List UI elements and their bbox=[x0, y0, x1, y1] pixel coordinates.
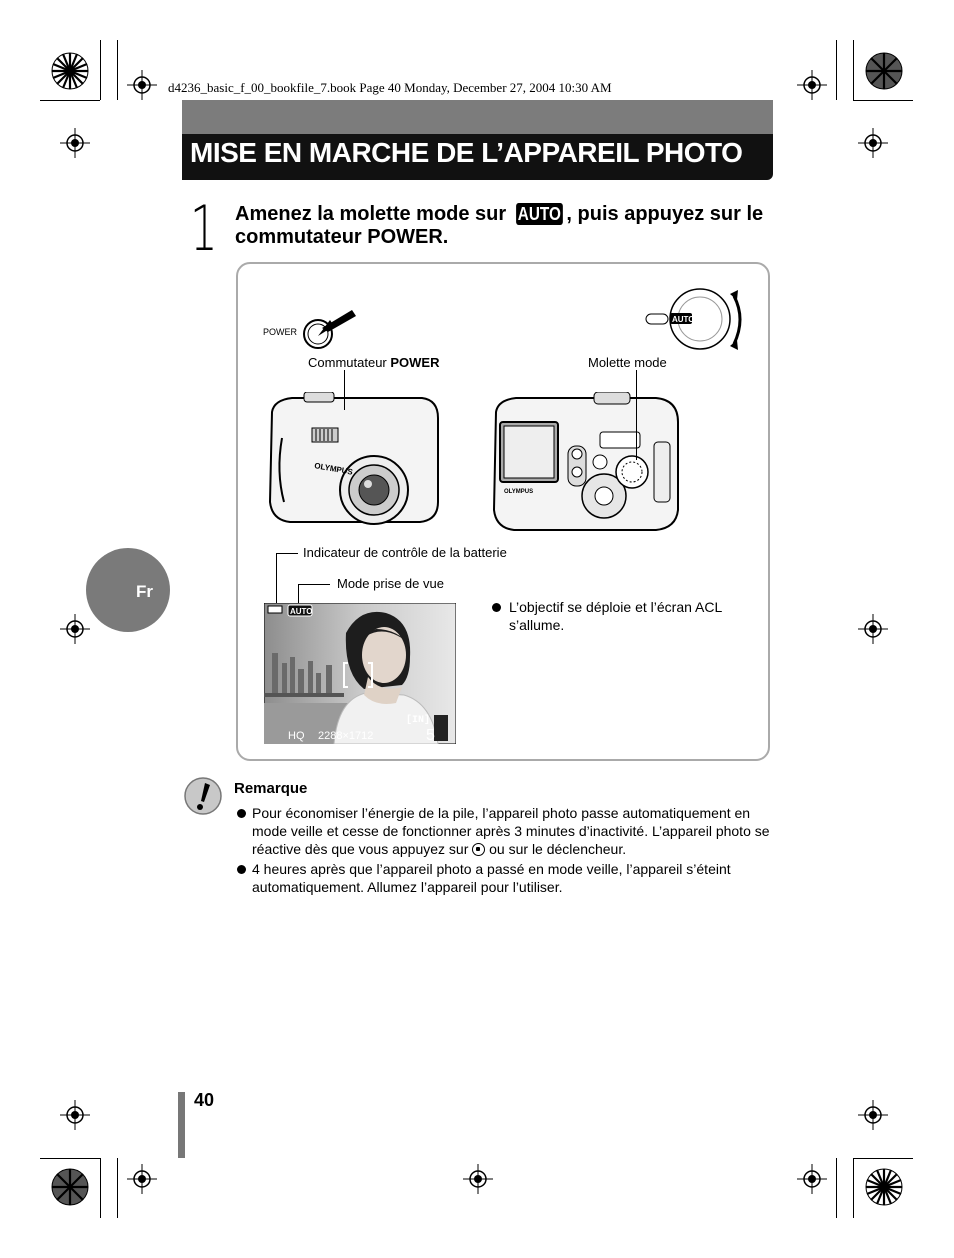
camera-mode-icon bbox=[472, 843, 485, 856]
screen-shots-left: 5 bbox=[426, 727, 435, 744]
star-target-icon bbox=[51, 1168, 89, 1206]
registration-target-icon bbox=[463, 1164, 493, 1194]
file-info-header: d4236_basic_f_00_bookfile_7.book Page 40 Monday, December 27, 2004 10:30 AM bbox=[168, 80, 612, 95]
svg-text:AUTO: AUTO bbox=[672, 315, 695, 324]
language-tab bbox=[86, 548, 170, 632]
registration-target-icon bbox=[127, 1164, 157, 1194]
mode-dial-icon bbox=[642, 286, 744, 360]
screen-mode-icon: AUTO bbox=[290, 607, 313, 616]
step-instruction bbox=[235, 203, 780, 249]
step-number: 1 bbox=[190, 192, 218, 265]
commutateur-power-label: Commutateur POWER bbox=[308, 355, 440, 370]
screen-format-icon: [IN] bbox=[406, 715, 431, 726]
lens-extends-text: L’objectif se déploie et l’écran ACL s’allume. bbox=[509, 599, 722, 633]
registration-target-icon bbox=[60, 614, 90, 644]
title-band-top bbox=[182, 100, 773, 134]
auto-mode-icon: AUTO bbox=[517, 204, 561, 224]
language-tab-label: Fr bbox=[136, 582, 153, 601]
note-item: 4 heures après que l’appareil photo a passé en mode veille, l’appareil s’éteint automatiquement. Allumez l’appareil pour l’utiliser. bbox=[236, 860, 776, 896]
camera-back-illustration bbox=[490, 392, 686, 534]
svg-text:OLYMPUS: OLYMPUS bbox=[504, 489, 534, 495]
registration-target-icon bbox=[797, 1164, 827, 1194]
lens-extends-note bbox=[493, 598, 763, 634]
registration-target-icon bbox=[127, 70, 157, 100]
step-text-before: Amenez la molette mode sur bbox=[235, 203, 512, 225]
section-title: MISE EN MARCHE DE L’APPAREIL PHOTO bbox=[190, 137, 743, 168]
camera-brand-text: OLYMPUS bbox=[313, 461, 354, 477]
bullet-dot bbox=[492, 603, 501, 612]
note-list bbox=[236, 804, 776, 898]
screen-resolution: 2288×1712 bbox=[318, 730, 374, 742]
shooting-mode-label: Mode prise de vue bbox=[337, 576, 444, 591]
page-number-bar bbox=[178, 1092, 185, 1158]
registration-target-icon bbox=[858, 128, 888, 158]
star-target-icon bbox=[865, 1168, 903, 1206]
camera-front-illustration bbox=[262, 392, 442, 530]
power-button-label: POWER bbox=[263, 327, 298, 337]
page-number: 40 bbox=[194, 1090, 215, 1110]
registration-target-icon bbox=[60, 1100, 90, 1130]
registration-target-icon bbox=[858, 1100, 888, 1130]
power-button-icon bbox=[300, 306, 360, 356]
lcd-screen-photo bbox=[264, 603, 456, 744]
note-title: Remarque bbox=[234, 780, 308, 797]
star-target-icon bbox=[51, 52, 89, 90]
battery-indicator-label: Indicateur de contrôle de la batterie bbox=[303, 545, 507, 560]
registration-target-icon bbox=[797, 70, 827, 100]
registration-target-icon bbox=[858, 614, 888, 644]
star-target-icon bbox=[865, 52, 903, 90]
note-item: Pour économiser l’énergie de la pile, l’appareil photo passe automatiquement en mode veille et cesse de fonctionner après 3 minutes d’inactivité. L’appareil photo se réactive dès que vous appuyez sur ou sur le déclencheur. bbox=[236, 804, 776, 858]
step-text-after: , puis appuyez sur le commutateur POWER. bbox=[235, 203, 764, 248]
screen-quality: HQ bbox=[288, 730, 305, 742]
exclamation-note-icon bbox=[183, 776, 223, 816]
registration-target-icon bbox=[60, 128, 90, 158]
molette-mode-label: Molette mode bbox=[588, 355, 667, 370]
